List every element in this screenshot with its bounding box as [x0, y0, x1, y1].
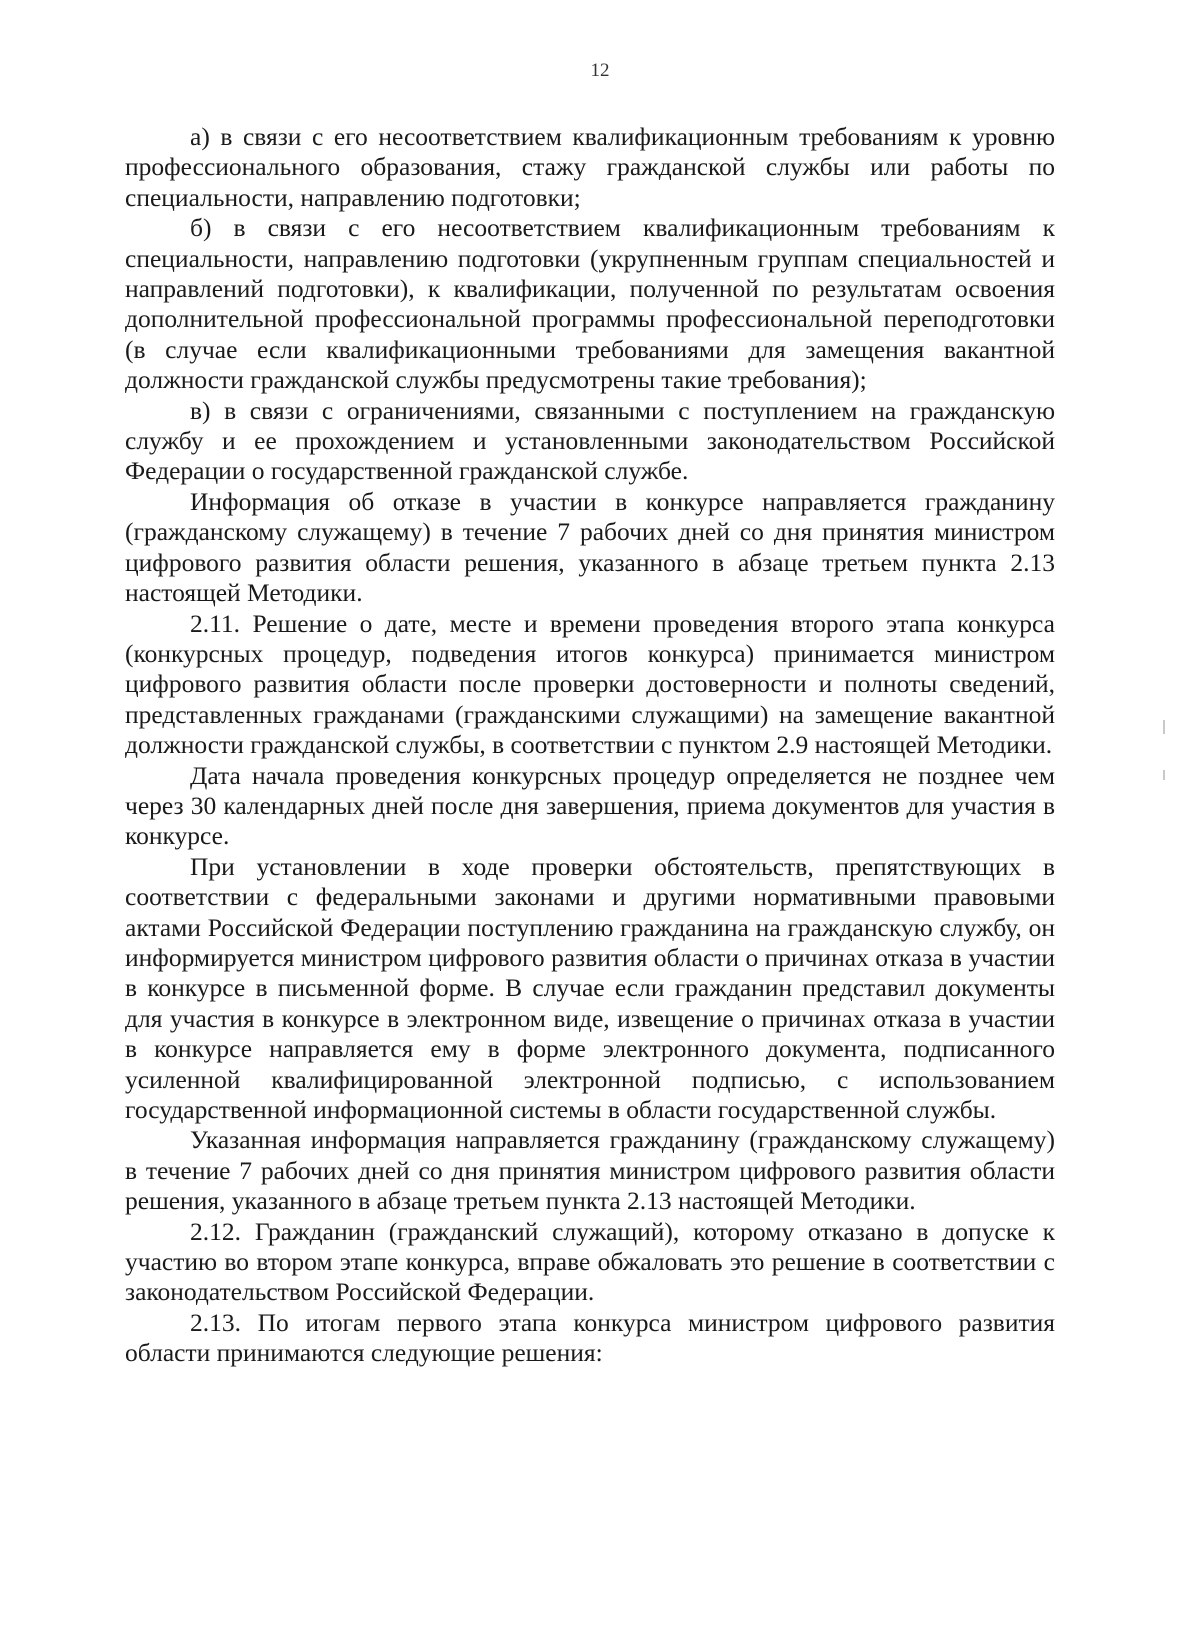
- scan-margin-mark: [1163, 770, 1165, 780]
- paragraph-item-b: б) в связи с его несоответствием квалификационным требованиям к специальности, направлению подготовки (укрупненным группам специальностей и направлений подготовки), к квалификации, полученной по результатам освоения дополнительной профессиональной программы профессиональной переподготовки (в случае если квалификационными требованиями для замещения вакантной должности гражданской службы предусмотрены такие требования);: [125, 213, 1055, 395]
- scan-margin-mark: [1163, 720, 1165, 734]
- document-body: [125, 122, 1055, 1369]
- paragraph-start-date: Дата начала проведения конкурсных процедур определяется не позднее чем через 30 календарных дней после дня завершения, приема документов для участия в конкурсе.: [125, 760, 1055, 851]
- paragraph-item-v: в) в связи с ограничениями, связанными с поступлением на гражданскую службу и ее прохождением и установленными законодательством Российской Федерации о государственной гражданской службе.: [125, 395, 1055, 486]
- paragraph-circumstances: При установлении в ходе проверки обстоятельств, препятствующих в соответствии с федеральными законами и другими нормативными правовыми актами Российской Федерации поступлению гражданина на гражданскую службу, он информируется министром цифрового развития области о причинах отказа в участии в конкурсе в письменной форме. В случае если гражданин представил документы для участия в конкурсе в электронном виде, извещение о причинах отказа в участии в конкурсе направляется ему в форме электронного документа, подписанного усиленной квалифицированной электронной подписью, с использованием государственной информационной системы в области государственной службы.: [125, 851, 1055, 1124]
- paragraph-refusal-info: Информация об отказе в участии в конкурсе направляется гражданину (гражданскому служащему) в течение 7 рабочих дней со дня принятия министром цифрового развития области решения, указанного в абзаце третьем пункта 2.13 настоящей Методики.: [125, 486, 1055, 608]
- paragraph-2-13: 2.13. По итогам первого этапа конкурса министром цифрового развития области принимаются следующие решения:: [125, 1307, 1055, 1368]
- paragraph-2-12: 2.12. Гражданин (гражданский служащий), которому отказано в допуске к участию во втором этапе конкурса, вправе обжаловать это решение в соответствии с законодательством Российской Федерации.: [125, 1216, 1055, 1307]
- page-number: 12: [590, 60, 610, 81]
- paragraph-2-11: 2.11. Решение о дате, месте и времени проведения второго этапа конкурса (конкурсных процедур, подведения итогов конкурса) принимается министром цифрового развития области после проверки достоверности и полноты сведений, представленных гражданами (гражданскими служащими) на замещение вакантной должности гражданской службы, в соответствии с пунктом 2.9 настоящей Методики.: [125, 608, 1055, 760]
- paragraph-information-sent: Указанная информация направляется гражданину (гражданскому служащему) в течение 7 рабочих дней со дня принятия министром цифрового развития области решения, указанного в абзаце третьем пункта 2.13 настоящей Методики.: [125, 1125, 1055, 1216]
- paragraph-item-a: а) в связи с его несоответствием квалификационным требованиям к уровню профессионального образования, стажу гражданской службы или работы по специальности, направлению подготовки;: [125, 122, 1055, 212]
